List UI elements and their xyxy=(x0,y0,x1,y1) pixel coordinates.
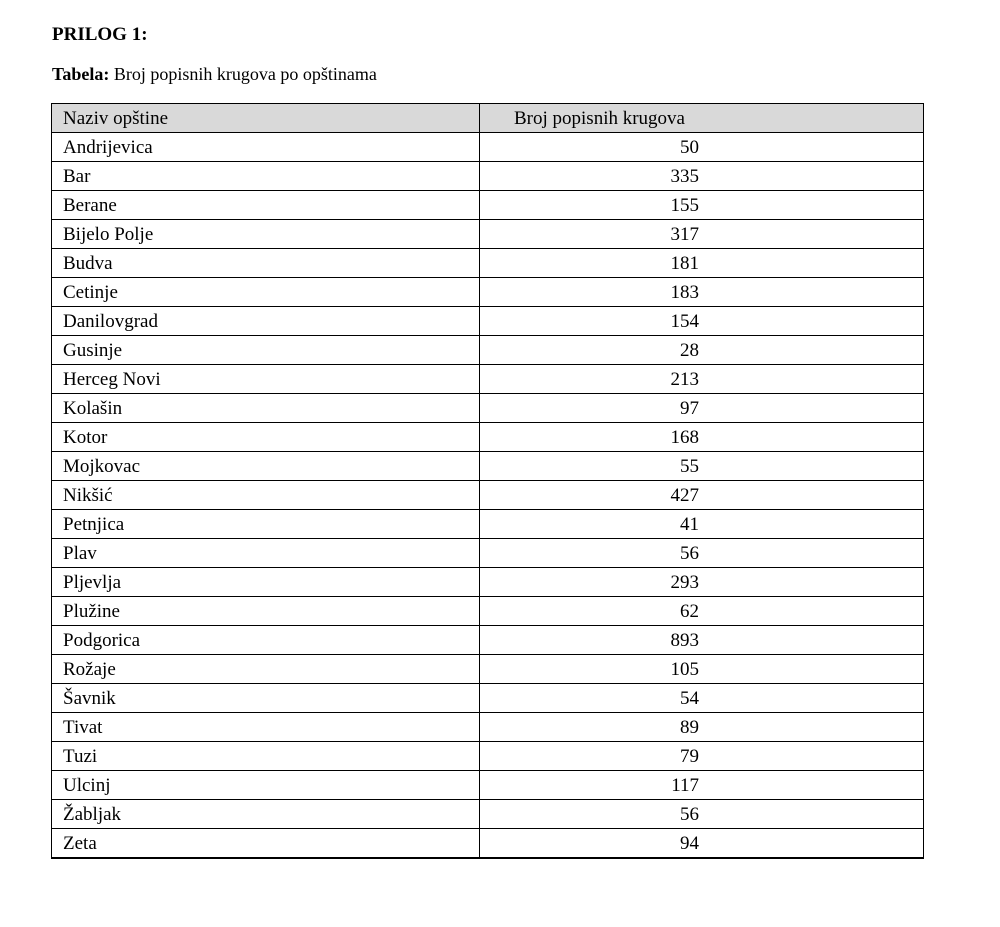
municipality-name-cell: Kolašin xyxy=(52,394,480,423)
municipality-name-cell: Plav xyxy=(52,539,480,568)
table-row xyxy=(52,423,924,452)
table-row xyxy=(52,336,924,365)
census-circles-count-cell: 335 xyxy=(480,162,924,191)
municipality-name-cell: Žabljak xyxy=(52,800,480,829)
census-circles-count-cell: 154 xyxy=(480,307,924,336)
table-row xyxy=(52,133,924,162)
municipality-name-cell: Tivat xyxy=(52,713,480,742)
table-header-row xyxy=(52,104,924,133)
municipality-name-cell: Tuzi xyxy=(52,742,480,771)
table-row xyxy=(52,771,924,800)
census-circles-count-cell: 155 xyxy=(480,191,924,220)
column-header-municipality: Naziv opštine xyxy=(52,104,480,133)
table-row xyxy=(52,800,924,829)
table-row xyxy=(52,597,924,626)
table-row xyxy=(52,742,924,771)
census-circles-count-cell: 293 xyxy=(480,568,924,597)
census-circles-count-cell: 94 xyxy=(480,829,924,859)
table-row xyxy=(52,655,924,684)
municipality-name-cell: Petnjica xyxy=(52,510,480,539)
municipality-name-cell: Danilovgrad xyxy=(52,307,480,336)
table-row xyxy=(52,394,924,423)
municipality-name-cell: Herceg Novi xyxy=(52,365,480,394)
table-caption-label: Tabela: xyxy=(52,64,110,84)
municipality-name-cell: Ulcinj xyxy=(52,771,480,800)
census-circles-count-cell: 427 xyxy=(480,481,924,510)
table-caption xyxy=(52,64,377,85)
municipality-name-cell: Berane xyxy=(52,191,480,220)
census-circles-count-cell: 79 xyxy=(480,742,924,771)
table-body xyxy=(52,133,924,859)
municipality-name-cell: Mojkovac xyxy=(52,452,480,481)
municipality-name-cell: Šavnik xyxy=(52,684,480,713)
census-circles-count-cell: 89 xyxy=(480,713,924,742)
table-row xyxy=(52,249,924,278)
column-header-census-circles: Broj popisnih krugova xyxy=(480,104,924,133)
municipalities-table xyxy=(51,103,924,859)
census-circles-count-cell: 213 xyxy=(480,365,924,394)
municipality-name-cell: Zeta xyxy=(52,829,480,859)
table-row xyxy=(52,510,924,539)
municipality-name-cell: Cetinje xyxy=(52,278,480,307)
census-circles-count-cell: 62 xyxy=(480,597,924,626)
table-row xyxy=(52,539,924,568)
municipality-name-cell: Plužine xyxy=(52,597,480,626)
table-row xyxy=(52,481,924,510)
municipality-name-cell: Rožaje xyxy=(52,655,480,684)
municipality-name-cell: Gusinje xyxy=(52,336,480,365)
table-row xyxy=(52,365,924,394)
table-row xyxy=(52,452,924,481)
municipality-name-cell: Pljevlja xyxy=(52,568,480,597)
municipality-name-cell: Bijelo Polje xyxy=(52,220,480,249)
census-circles-count-cell: 317 xyxy=(480,220,924,249)
table-row xyxy=(52,191,924,220)
municipality-name-cell: Andrijevica xyxy=(52,133,480,162)
census-circles-count-cell: 181 xyxy=(480,249,924,278)
census-circles-count-cell: 183 xyxy=(480,278,924,307)
census-circles-count-cell: 54 xyxy=(480,684,924,713)
municipality-name-cell: Budva xyxy=(52,249,480,278)
table-row xyxy=(52,220,924,249)
municipality-name-cell: Podgorica xyxy=(52,626,480,655)
table-caption-text: Broj popisnih krugova po opštinama xyxy=(109,64,377,84)
census-circles-count-cell: 50 xyxy=(480,133,924,162)
census-circles-count-cell: 893 xyxy=(480,626,924,655)
census-circles-count-cell: 28 xyxy=(480,336,924,365)
table-row xyxy=(52,568,924,597)
table-row xyxy=(52,829,924,859)
table-row xyxy=(52,626,924,655)
census-circles-count-cell: 41 xyxy=(480,510,924,539)
municipality-name-cell: Bar xyxy=(52,162,480,191)
municipality-name-cell: Kotor xyxy=(52,423,480,452)
census-circles-count-cell: 56 xyxy=(480,539,924,568)
table-row xyxy=(52,307,924,336)
municipality-name-cell: Nikšić xyxy=(52,481,480,510)
table-row xyxy=(52,278,924,307)
table-row xyxy=(52,684,924,713)
census-circles-count-cell: 56 xyxy=(480,800,924,829)
document-heading: PRILOG 1: xyxy=(52,24,148,45)
census-circles-count-cell: 105 xyxy=(480,655,924,684)
census-circles-count-cell: 97 xyxy=(480,394,924,423)
table-row xyxy=(52,713,924,742)
census-circles-count-cell: 117 xyxy=(480,771,924,800)
census-circles-count-cell: 55 xyxy=(480,452,924,481)
table-row xyxy=(52,162,924,191)
census-circles-count-cell: 168 xyxy=(480,423,924,452)
